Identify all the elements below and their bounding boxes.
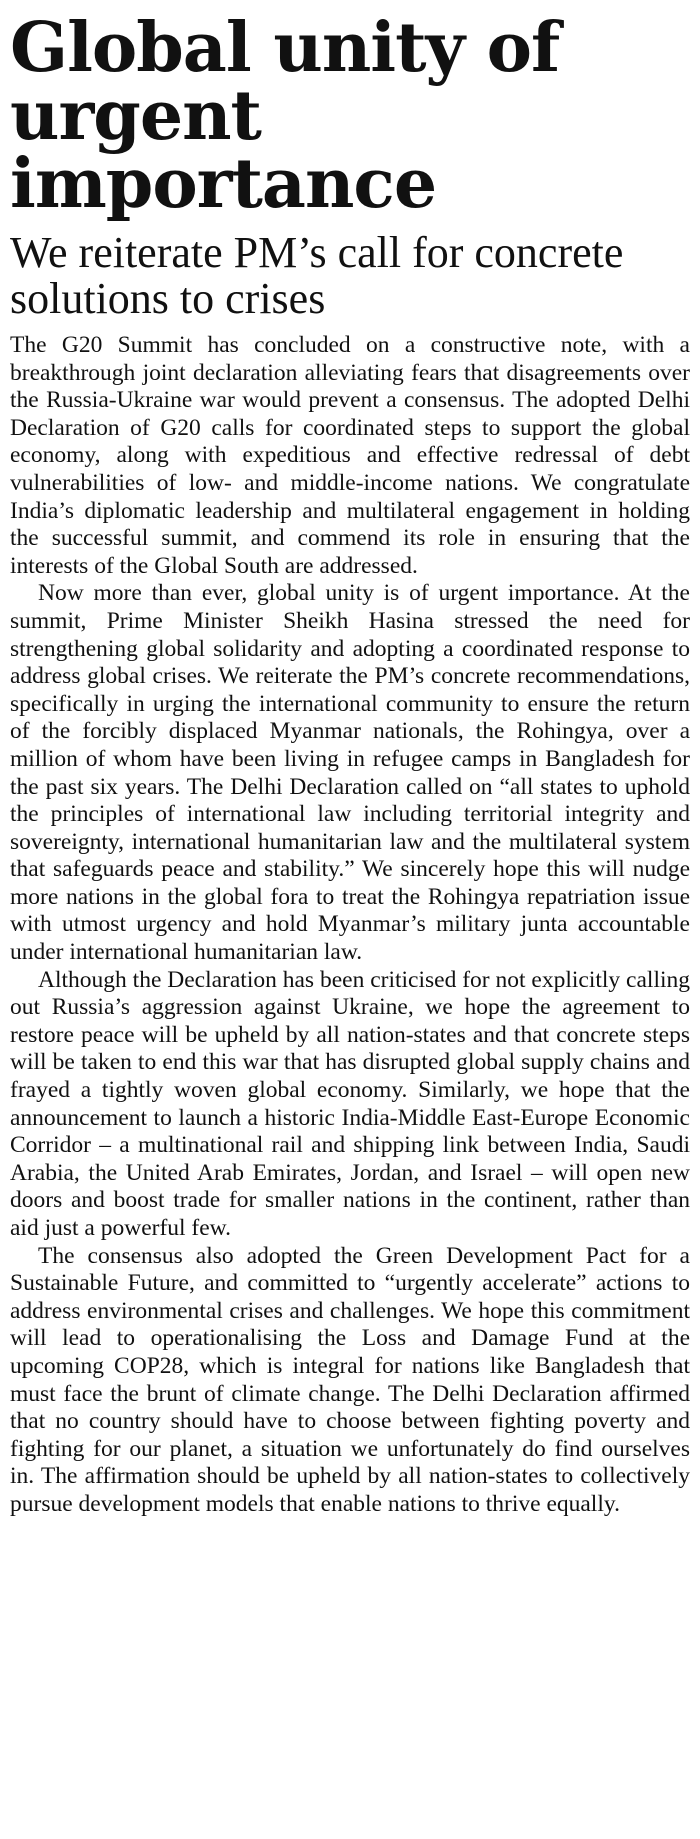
paragraph-4: The consensus also adopted the Green Development Pact for a Sustainable Future, and committed to “urgently accelerate” actions to address environmental crises and challenges. We hope this commitment will lead to operationalising the Loss and Damage Fund at the upcoming COP28, which is integral for nations like Bangladesh that must face the brunt of climate change. The Delhi Declaration affirmed that no country should have to choose between fighting poverty and fighting for our planet, a situation we unfortunately do find ourselves in. The affirmation should be upheld by all nation-states to collectively pursue development models that enable nations to thrive equally. — [10, 1242, 690, 1517]
paragraph-2: Now more than ever, global unity is of urgent importance. At the summit, Prime Minister Sheikh Hasina stressed the need for strengthening global solidarity and adopting a coordinated response to address global crises. We reiterate the PM’s concrete recommendations, specifically in urging the international community to ensure the return of the forcibly displaced Myanmar nationals, the Rohingya, over a million of whom have been living in refugee camps in Bangladesh for the past six years. The Delhi Declaration called on “all states to uphold the principles of international law including territorial integrity and sovereignty, international humanitarian law and the multilateral system that safeguards peace and stability.” We sincerely hope this will nudge more nations in the global fora to treat the Rohingya repatriation issue with utmost urgency and hold Myanmar’s military junta accountable under international humanitarian law. — [10, 580, 690, 966]
paragraph-1: The G20 Summit has concluded on a constructive note, with a breakthrough joint declaration alleviating fears that disagreements over the Russia-Ukraine war would prevent a consensus. The adopted Delhi Declaration of G20 calls for coordinated steps to support the global economy, along with expeditious and effective redressal of debt vulnerabilities of low- and middle-income nations. We congratulate India’s diplomatic leadership and multilateral engagement in holding the successful summit, and commend its role in ensuring that the interests of the Global South are addressed. — [10, 332, 690, 579]
paragraph-3: Although the Declaration has been criticised for not explicitly calling out Russia’s aggression against Ukraine, we hope the agreement to restore peace will be upheld by all nation-states and that concrete steps will be taken to end this war that has disrupted global supply chains and frayed a tightly woven global economy. Similarly, we hope that the announcement to launch a historic India-Middle East-Europe Economic Corridor – a multinational rail and shipping link between India, Saudi Arabia, the United Arab Emirates, Jordan, and Israel – will open new doors and boost trade for smaller nations in the continent, rather than aid just a powerful few. — [10, 966, 690, 1241]
article-body — [10, 332, 690, 1519]
article-headline: Global unity of urgent importance — [10, 8, 560, 224]
editorial-article — [10, 0, 690, 1519]
article-subhead: We reiterate PM’s call for concrete solutions to crises — [10, 228, 624, 323]
